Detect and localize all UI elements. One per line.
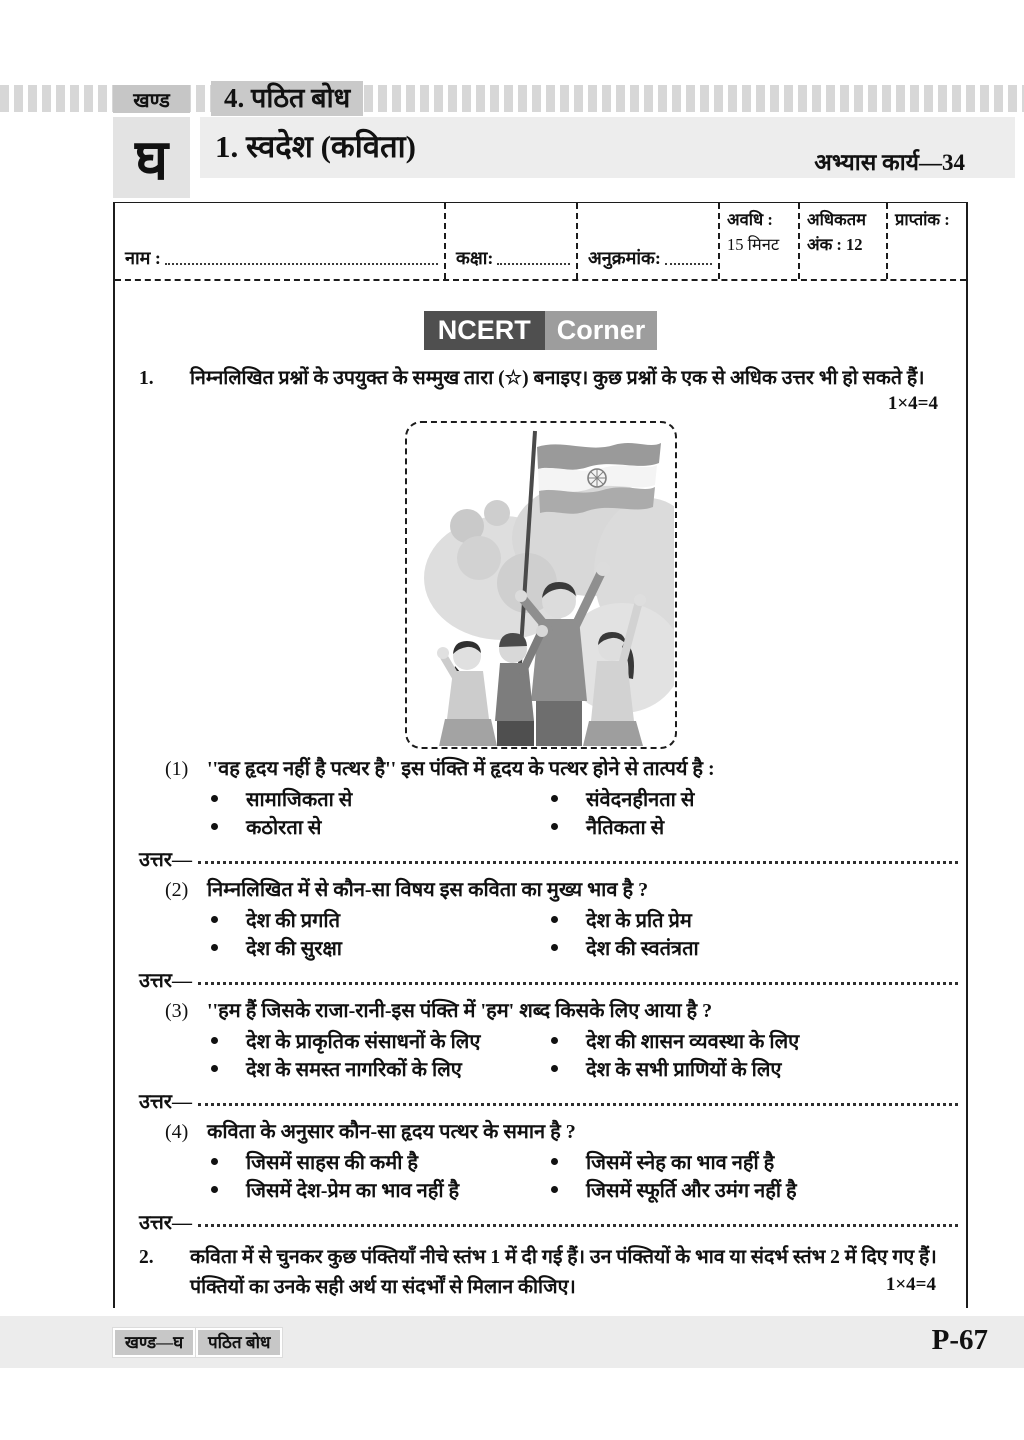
duration-column <box>718 203 798 279</box>
bullet-icon <box>211 823 218 830</box>
option <box>551 933 946 961</box>
option <box>551 1054 946 1082</box>
answer-dotted-line <box>198 1103 958 1106</box>
sub-question-4-number: (4) <box>165 1121 189 1144</box>
answer-row <box>115 963 966 993</box>
name-label: नाम : <box>125 248 161 268</box>
option <box>211 1175 551 1203</box>
option <box>211 1026 551 1054</box>
bullet-icon <box>211 1065 218 1072</box>
option <box>551 1147 946 1175</box>
option <box>211 1147 551 1175</box>
roll-dotted-line <box>665 263 712 265</box>
badge-ncert: NCERT <box>424 311 545 350</box>
class-label: कक्षा: <box>456 248 494 268</box>
option-label: सामाजिकता से <box>246 788 353 811</box>
question-1-marks: 1×4=4 <box>887 393 938 415</box>
illustration-row <box>115 421 966 751</box>
answer-label: उत्तर— <box>139 1091 192 1114</box>
bullet-icon <box>551 795 558 802</box>
bullet-icon <box>551 823 558 830</box>
option-label: देश की प्रगति <box>246 909 340 932</box>
question-1-text: निम्नलिखित प्रश्नों के उपयुक्त के सम्मुख तारा (☆) बनाइए। कुछ प्रश्नों के एक से अधिक उत्तर भी हो सकते हैं। <box>190 368 925 389</box>
bullet-icon <box>551 1037 558 1044</box>
option <box>551 1175 946 1203</box>
footer-section-box: खण्ड—घ <box>113 1328 195 1357</box>
section-label-box <box>113 85 190 113</box>
sub-question-3-number: (3) <box>165 1000 189 1023</box>
chapter-title: 4. पठित बोध <box>211 81 363 116</box>
option-label: देश के प्रति प्रेम <box>586 909 692 932</box>
bullet-icon <box>551 1158 558 1165</box>
score-label: प्राप्तांक : <box>895 210 950 229</box>
max-marks-value: अंक : 12 <box>807 234 863 254</box>
answer-dotted-line <box>198 861 958 864</box>
max-marks-column <box>798 203 886 279</box>
page-number: P-67 <box>931 1324 988 1356</box>
sub-question-2-options <box>115 905 966 961</box>
children-with-flag-illustration <box>407 423 674 746</box>
bullet-icon <box>551 944 558 951</box>
bullet-icon <box>551 1186 558 1193</box>
class-field <box>444 203 576 279</box>
sub-question-4 <box>115 1118 966 1235</box>
answer-label: उत्तर— <box>139 1212 192 1235</box>
roll-label: अनुक्रमांक: <box>588 248 661 268</box>
badge-corner: Corner <box>545 311 658 350</box>
option-label: कठोरता से <box>246 816 322 839</box>
answer-label: उत्तर— <box>139 849 192 872</box>
duration-label: अवधि : <box>727 210 773 229</box>
sub-question-2-number: (2) <box>165 879 189 902</box>
option-label: जिसमें स्फूर्ति और उमंग नहीं है <box>586 1179 797 1202</box>
sub-question-3-text: ''हम हैं जिसके राजा-रानी-इस पंक्ति में 'हम' शब्द किसके लिए आया है ? <box>207 1000 713 1023</box>
option <box>551 905 946 933</box>
option-label: जिसमें स्नेह का भाव नहीं है <box>586 1151 775 1174</box>
ncert-corner-badge <box>424 311 658 350</box>
class-dotted-line <box>497 263 570 265</box>
option-label: जिसमें देश-प्रेम का भाव नहीं है <box>246 1179 460 1202</box>
question-1 <box>115 364 966 393</box>
question-2-number: 2. <box>139 1247 154 1269</box>
answer-label: उत्तर— <box>139 970 192 993</box>
sub-question-4-text: कविता के अनुसार कौन-सा हृदय पत्थर के समान है ? <box>207 1121 576 1144</box>
bullet-icon <box>551 916 558 923</box>
answer-row <box>115 842 966 872</box>
option-label: देश के सभी प्राणियों के लिए <box>586 1058 782 1081</box>
option <box>551 812 946 840</box>
sub-question-1-number: (1) <box>165 758 189 781</box>
answer-dotted-line <box>198 1224 958 1227</box>
answer-row <box>115 1205 966 1235</box>
question-2 <box>115 1243 966 1302</box>
option <box>211 812 551 840</box>
content-box <box>113 202 968 1308</box>
exercise-number-label: अभ्यास कार्य—34 <box>814 150 965 175</box>
bullet-icon <box>551 1065 558 1072</box>
bullet-icon <box>211 916 218 923</box>
bullet-icon <box>211 1186 218 1193</box>
sub-question-3-options <box>115 1026 966 1082</box>
option-label: देश के समस्त नागरिकों के लिए <box>246 1058 462 1081</box>
option <box>211 933 551 961</box>
lesson-title: 1. स्वदेश (कविता) <box>215 129 417 164</box>
name-dotted-line <box>165 263 438 265</box>
option <box>551 784 946 812</box>
name-field <box>115 203 444 279</box>
option-label: जिसमें साहस की कमी है <box>246 1151 418 1174</box>
subtitle-band <box>200 117 1015 178</box>
score-column <box>886 203 966 279</box>
bullet-icon <box>211 944 218 951</box>
option <box>211 784 551 812</box>
sub-question-2 <box>115 876 966 993</box>
info-bar <box>115 203 966 281</box>
footer-band <box>0 1316 1024 1368</box>
sub-question-1-options <box>115 784 966 840</box>
badge-row <box>115 311 966 350</box>
option <box>211 1054 551 1082</box>
sub-question-3 <box>115 997 966 1114</box>
bullet-icon <box>211 1037 218 1044</box>
option-label: देश की सुरक्षा <box>246 937 342 960</box>
section-letter-box <box>113 117 190 198</box>
option-label: देश की शासन व्यवस्था के लिए <box>586 1030 800 1053</box>
roll-number-field <box>576 203 718 279</box>
sub-question-4-options <box>115 1147 966 1203</box>
option-label: संवेदनहीनता से <box>586 788 695 811</box>
illustration-box <box>405 421 677 749</box>
option-label: नैतिकता से <box>586 816 665 839</box>
question-2-text: कविता में से चुनकर कुछ पंक्तियाँ नीचे स्तंभ 1 में दी गई हैं। उन पंक्तियों के भाव या संदर्भ स्तंभ 2 में दिए गए हैं। पंक्तियों का उनके सही अर्थ या संदर्भों से मिलान कीजिए। <box>190 1247 937 1298</box>
duration-value: 15 मिनट <box>727 234 780 254</box>
option <box>211 905 551 933</box>
footer-chapter-box: पठित बोध <box>196 1328 282 1357</box>
answer-row <box>115 1084 966 1114</box>
section-label: खण्ड <box>133 89 170 112</box>
answer-dotted-line <box>198 982 958 985</box>
question-1-number: 1. <box>139 368 154 389</box>
option-label: देश की स्वतंत्रता <box>586 937 699 960</box>
max-marks-label: अधिकतम <box>807 210 866 229</box>
option-label: देश के प्राकृतिक संसाधनों के लिए <box>246 1030 481 1053</box>
question-2-text-wrap <box>190 1243 938 1302</box>
bullet-icon <box>211 795 218 802</box>
option <box>551 1026 946 1054</box>
section-letter: घ <box>134 129 169 192</box>
sub-question-2-text: निम्नलिखित में से कौन-सा विषय इस कविता का मुख्य भाव है ? <box>207 879 649 902</box>
question-2-marks: 1×4=4 <box>885 1274 936 1296</box>
sub-question-1-text: ''वह हृदय नहीं है पत्थर है'' इस पंक्ति में हृदय के पत्थर होने से तात्पर्य है : <box>207 758 715 781</box>
bullet-icon <box>211 1158 218 1165</box>
sub-question-1 <box>115 755 966 872</box>
